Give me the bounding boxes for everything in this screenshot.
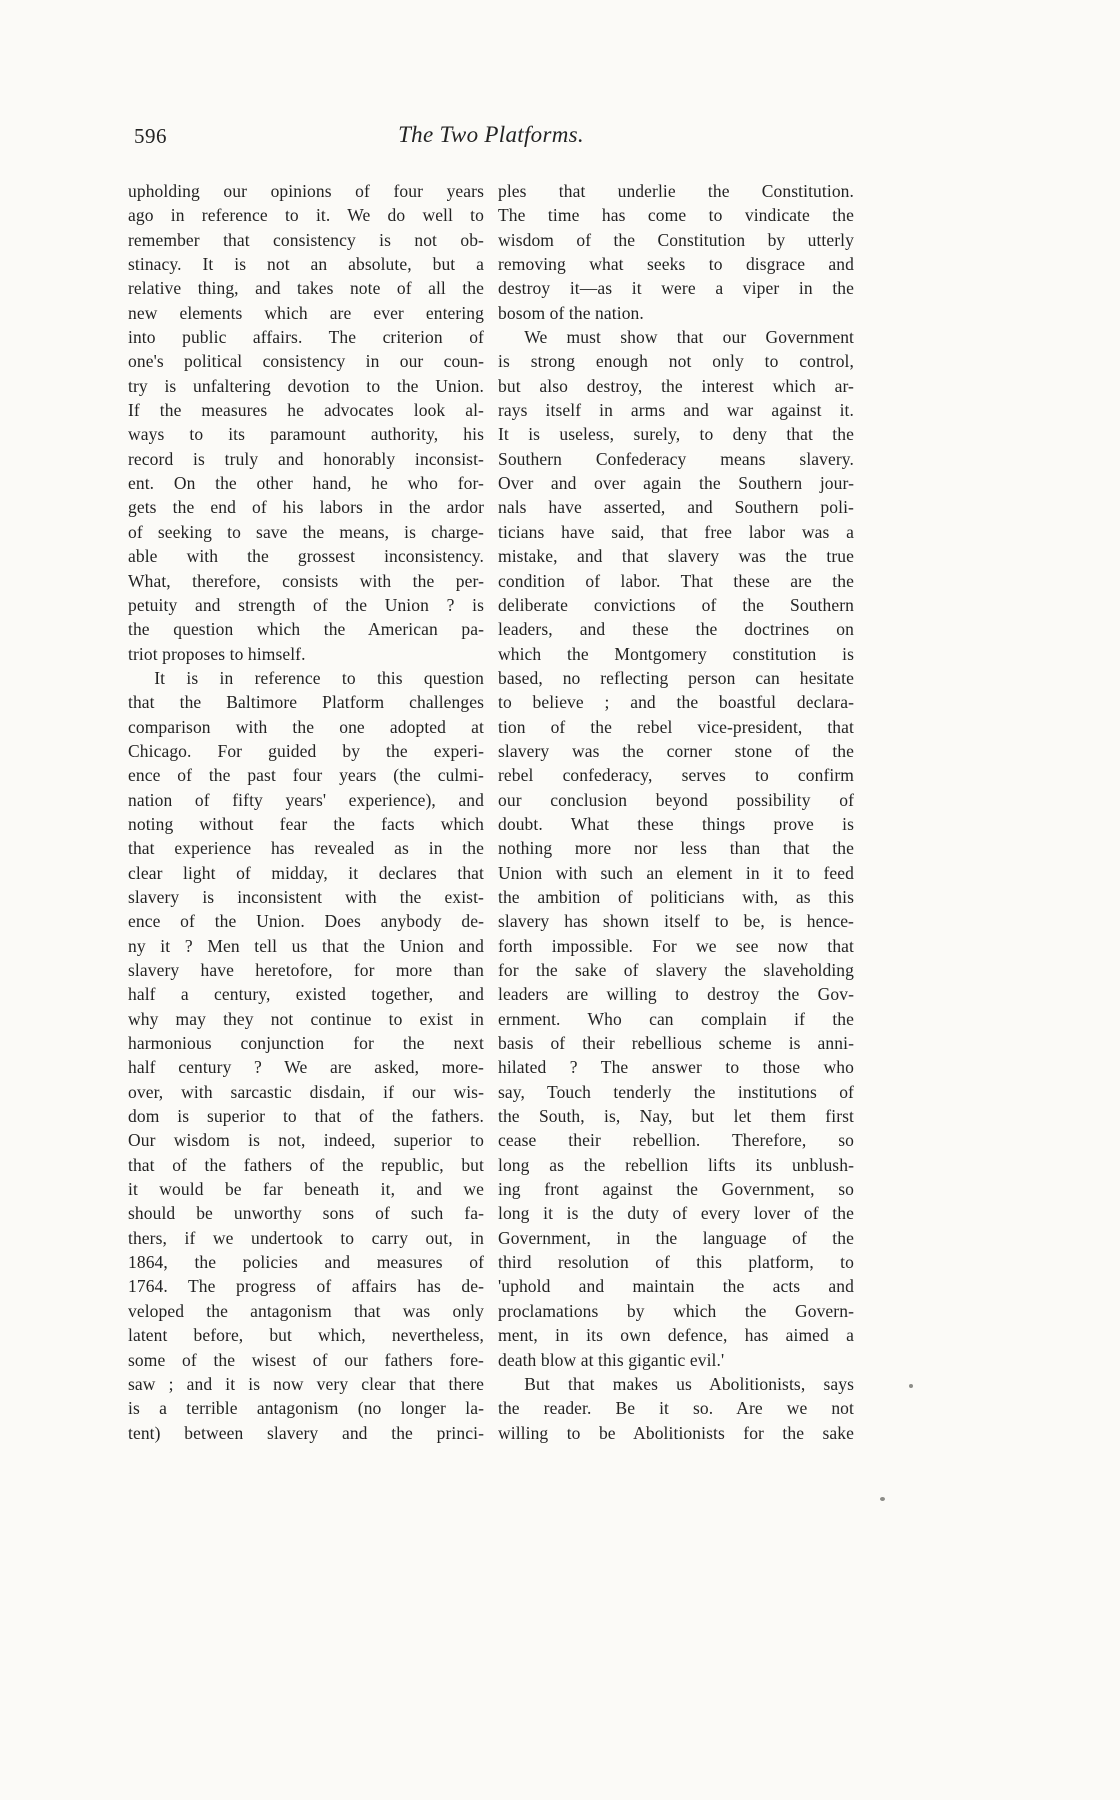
- scan-speck: [880, 1497, 885, 1501]
- text-line: for the sake of slavery the slaveholding: [498, 960, 854, 980]
- text-line: The time has come to vindicate the: [498, 205, 854, 226]
- text-line: bosom of the nation.: [498, 302, 644, 323]
- text-line: upholding our opinions of four years: [128, 181, 484, 201]
- text-line: Over and over again the Southern jour-: [498, 473, 854, 494]
- text-line: is a terrible antagonism (no longer la-: [128, 1398, 484, 1419]
- text-line: ence of the Union. Does anybody de-: [128, 911, 484, 932]
- text-line: third resolution of this platform, to: [498, 1252, 854, 1273]
- text-line: destroy it—as it were a viper in the: [498, 278, 854, 299]
- text-line: cease their rebellion. Therefore, so: [498, 1130, 854, 1151]
- text-line: leaders, and these the doctrines on: [498, 619, 854, 640]
- text-line: slavery was the corner stone of the: [498, 740, 854, 761]
- text-line: why may they not continue to exist in: [128, 1008, 484, 1029]
- text-line: gets the end of his labors in the ardor: [128, 497, 484, 518]
- text-line: over, with sarcastic disdain, if our wis-: [128, 1081, 484, 1102]
- text-line: nals have asserted, and Southern poli-: [498, 497, 854, 518]
- text-column-right: [498, 179, 854, 1445]
- text-line: deliberate convictions of the Southern: [498, 594, 854, 615]
- text-line: But that makes us Abolitionists, says: [524, 1373, 854, 1394]
- text-line: half century ? We are asked, more-: [128, 1057, 484, 1078]
- text-line: half a century, existed together, and: [128, 984, 484, 1005]
- text-line: ing front against the Government, so: [498, 1179, 854, 1200]
- text-line: the South, is, Nay, but let them first: [498, 1106, 854, 1127]
- text-line: long as the rebellion lifts its unblush-: [498, 1154, 854, 1175]
- text-line: ago in reference to it. We do well to: [128, 205, 484, 226]
- text-line: Our wisdom is not, indeed, superior to: [128, 1130, 484, 1151]
- text-line: the question which the American pa-: [128, 619, 484, 640]
- text-line: ment, in its own defence, has aimed a: [498, 1325, 854, 1346]
- text-line: wisdom of the Constitution by utterly: [498, 229, 854, 250]
- text-line: death blow at this gigantic evil.': [498, 1349, 725, 1370]
- text-line: clear light of midday, it declares that: [128, 862, 484, 883]
- text-line: to believe ; and the boastful declara-: [498, 692, 854, 713]
- text-line: Government, in the language of the: [498, 1227, 854, 1248]
- text-line: latent before, but which, nevertheless,: [128, 1325, 484, 1346]
- text-line: nothing more nor less than that the: [498, 838, 854, 859]
- text-line: stinacy. It is not an absolute, but a: [128, 254, 484, 275]
- text-line: try is unfaltering devotion to the Union.: [128, 375, 484, 396]
- text-line: Southern Confederacy means slavery.: [498, 448, 854, 469]
- text-line: the reader. Be it so. Are we not: [498, 1398, 854, 1419]
- text-line: basis of their rebellious scheme is anni-: [498, 1033, 854, 1054]
- text-column-left: [128, 179, 484, 1445]
- scan-speck: [909, 1384, 913, 1388]
- text-line: comparison with the one adopted at: [128, 716, 484, 737]
- text-line: ples that underlie the Constitution.: [498, 181, 854, 201]
- text-line: ways to its paramount authority, his: [128, 424, 484, 445]
- text-line: veloped the antagonism that was only: [128, 1300, 484, 1321]
- text-line: 1764. The progress of affairs has de-: [128, 1276, 484, 1297]
- page-header: [128, 120, 854, 156]
- page-number: 596: [134, 124, 167, 148]
- text-line: thers, if we undertook to carry out, in: [128, 1227, 484, 1248]
- text-line: noting without fear the facts which: [128, 813, 484, 834]
- text-line: It is in reference to this question: [154, 667, 484, 688]
- text-line: that experience has revealed as in the: [128, 838, 484, 859]
- text-line: some of the wisest of our fathers fore-: [128, 1349, 484, 1370]
- text-line: one's political consistency in our coun-: [128, 351, 484, 372]
- text-line: tion of the rebel vice-president, that: [498, 716, 854, 737]
- text-line: new elements which are ever entering: [128, 302, 484, 323]
- text-line: ence of the past four years (the culmi-: [128, 765, 484, 786]
- text-line: We must show that our Government: [524, 327, 854, 348]
- text-line: should be unworthy sons of such fa-: [128, 1203, 484, 1224]
- text-line: harmonious conjunction for the next: [128, 1033, 484, 1054]
- text-line: into public affairs. The criterion of: [128, 327, 484, 348]
- text-line: based, no reflecting person can hesitate: [498, 667, 854, 688]
- text-line: removing what seeks to disgrace and: [498, 254, 854, 275]
- text-line: hilated ? The answer to those who: [498, 1057, 854, 1078]
- text-line: saw ; and it is now very clear that there: [128, 1373, 484, 1394]
- text-line: of seeking to save the means, is charge-: [128, 521, 484, 542]
- text-line: slavery has shown itself to be, is hence-: [498, 911, 854, 932]
- text-line: Chicago. For guided by the experi-: [128, 740, 484, 761]
- text-line: our conclusion beyond possibility of: [498, 789, 854, 810]
- text-line: is strong enough not only to control,: [498, 351, 854, 372]
- text-line: forth impossible. For we see now that: [498, 935, 854, 956]
- text-line: nation of fifty years' experience), and: [128, 789, 484, 810]
- text-line: remember that consistency is not ob-: [128, 229, 484, 250]
- text-block: [128, 179, 854, 1445]
- text-line: able with the grossest inconsistency.: [128, 546, 484, 567]
- text-line: ny it ? Men tell us that the Union and: [128, 935, 484, 956]
- text-line: slavery have heretofore, for more than: [128, 960, 484, 980]
- text-line: condition of labor. That these are the: [498, 570, 854, 591]
- text-line: ticians have said, that free labor was a: [498, 521, 854, 542]
- text-line: mistake, and that slavery was the true: [498, 546, 854, 567]
- text-line: leaders are willing to destroy the Gov-: [498, 984, 854, 1005]
- text-line: say, Touch tenderly the institutions of: [498, 1081, 854, 1102]
- text-line: ernment. Who can complain if the: [498, 1008, 854, 1029]
- text-line: rays itself in arms and war against it.: [498, 400, 854, 421]
- text-line: petuity and strength of the Union ? is: [128, 594, 484, 615]
- text-line: that of the fathers of the republic, but: [128, 1154, 484, 1175]
- text-line: tent) between slavery and the princi-: [128, 1422, 484, 1443]
- text-line: proclamations by which the Govern-: [498, 1300, 854, 1321]
- page-title: The Two Platforms.: [398, 122, 584, 147]
- text-line: relative thing, and takes note of all the: [128, 278, 484, 299]
- text-line: that the Baltimore Platform challenges: [128, 692, 484, 713]
- text-line: it would be far beneath it, and we: [128, 1179, 484, 1200]
- text-line: the ambition of politicians with, as this: [498, 886, 854, 907]
- text-line: record is truly and honorably inconsist-: [128, 448, 484, 469]
- text-line: If the measures he advocates look al-: [128, 400, 484, 421]
- text-line: 'uphold and maintain the acts and: [498, 1276, 854, 1297]
- text-line: which the Montgomery constitution is: [498, 643, 854, 664]
- text-line: ent. On the other hand, he who for-: [128, 473, 484, 494]
- text-line: 1864, the policies and measures of: [128, 1252, 484, 1273]
- text-line: What, therefore, consists with the per-: [128, 570, 484, 591]
- text-line: triot proposes to himself.: [128, 643, 306, 664]
- text-line: long it is the duty of every lover of the: [498, 1203, 854, 1224]
- text-line: It is useless, surely, to deny that the: [498, 424, 854, 445]
- text-line: rebel confederacy, serves to confirm: [498, 765, 854, 786]
- text-line: doubt. What these things prove is: [498, 813, 854, 834]
- text-line: but also destroy, the interest which ar-: [498, 375, 854, 396]
- text-line: Union with such an element in it to feed: [498, 862, 854, 883]
- text-line: dom is superior to that of the fathers.: [128, 1106, 484, 1127]
- text-line: willing to be Abolitionists for the sake: [498, 1422, 854, 1443]
- text-line: slavery is inconsistent with the exist-: [128, 886, 484, 907]
